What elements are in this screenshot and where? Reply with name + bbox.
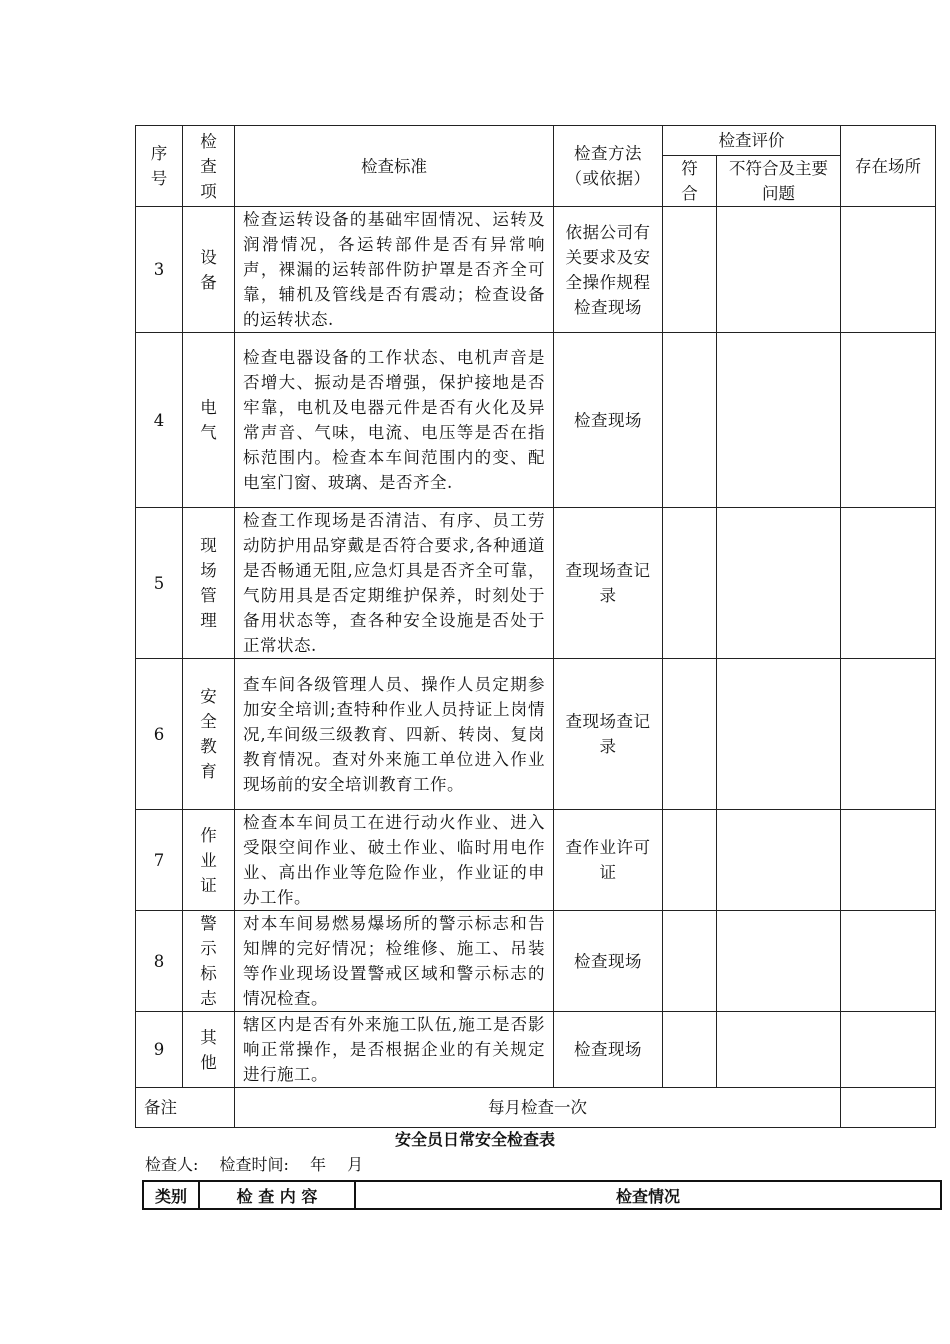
header-evaluation: 检查评价 bbox=[663, 126, 841, 156]
table-row bbox=[136, 659, 936, 810]
row-item: 现场管理 bbox=[183, 508, 235, 659]
row-nonconform-cell[interactable] bbox=[717, 333, 841, 508]
header-category: 类别 bbox=[143, 1181, 199, 1209]
row-nonconform-cell[interactable] bbox=[717, 508, 841, 659]
table-row bbox=[136, 1012, 936, 1088]
row-standard: 检查本车间员工在进行动火作业、进入受限空间作业、破土作业、临时用电作业、高出作业等危险作业，作业证的申办工作。 bbox=[235, 810, 554, 911]
row-method: 检查现场 bbox=[554, 1012, 663, 1088]
row-method: 查作业许可证 bbox=[554, 810, 663, 911]
row-item: 作业证 bbox=[183, 810, 235, 911]
row-conform-cell[interactable] bbox=[663, 911, 717, 1012]
row-conform-cell[interactable] bbox=[663, 508, 717, 659]
row-standard: 对本车间易燃易爆场所的警示标志和告知牌的完好情况；检维修、施工、吊装等作业现场设置警戒区域和警示标志的情况检查。 bbox=[235, 911, 554, 1012]
remark-label: 备注 bbox=[136, 1088, 235, 1128]
header-row-1 bbox=[136, 126, 936, 156]
row-nonconform-cell[interactable] bbox=[717, 659, 841, 810]
year-label: 年 bbox=[310, 1155, 327, 1174]
inspector-line bbox=[145, 1152, 379, 1175]
daily-check-table bbox=[142, 1180, 942, 1210]
row-seq: 6 bbox=[136, 659, 183, 810]
row-location-cell[interactable] bbox=[841, 333, 936, 508]
row-item: 安全教育 bbox=[183, 659, 235, 810]
remark-value: 每月检查一次 bbox=[235, 1088, 841, 1128]
row-standard: 检查电器设备的工作状态、电机声音是否增大、振动是否增强，保护接地是否牢靠，电机及电器元件是否有火化及异常声音、气味，电流、电压等是否在指标范围内。检查本车间范围内的变、配电室门窗、玻璃、是否齐全. bbox=[235, 333, 554, 508]
row-method: 检查现场 bbox=[554, 333, 663, 508]
row-seq: 8 bbox=[136, 911, 183, 1012]
inspector-label: 检查人: bbox=[145, 1155, 199, 1174]
header-method: 检查方法（或依据） bbox=[554, 126, 663, 207]
row-location-cell[interactable] bbox=[841, 810, 936, 911]
row-conform-cell[interactable] bbox=[663, 207, 717, 333]
row-seq: 7 bbox=[136, 810, 183, 911]
row-nonconform-cell[interactable] bbox=[717, 1012, 841, 1088]
row-location-cell[interactable] bbox=[841, 911, 936, 1012]
remark-row bbox=[136, 1088, 936, 1128]
time-label: 检查时间: bbox=[219, 1155, 289, 1174]
table-row bbox=[136, 207, 936, 333]
row-nonconform-cell[interactable] bbox=[717, 207, 841, 333]
row-nonconform-cell[interactable] bbox=[717, 810, 841, 911]
row-seq: 9 bbox=[136, 1012, 183, 1088]
row-conform-cell[interactable] bbox=[663, 659, 717, 810]
table-row bbox=[136, 810, 936, 911]
row-standard: 检查工作现场是否清洁、有序、员工劳动防护用品穿戴是否符合要求,各种通道是否畅通无阻,应急灯具是否齐全可靠，气防用具是否定期维护保养，时刻处于备用状态等，查各种安全设施是否处于正常状态. bbox=[235, 508, 554, 659]
second-form-title: 安全员日常安全检查表 bbox=[394, 1130, 555, 1149]
row-standard: 查车间各级管理人员、操作人员定期参加安全培训;查特种作业人员持证上岗情况,车间级三级教育、四新、转岗、复岗教育情况。查对外来施工单位进入作业现场前的安全培训教育工作。 bbox=[235, 659, 554, 810]
row-standard: 检查运转设备的基础牢固情况、运转及润滑情况，各运转部件是否有异常响声，裸漏的运转部件防护罩是否齐全可靠，辅机及管线是否有震动；检查设备的运转状态. bbox=[235, 207, 554, 333]
row-nonconform-cell[interactable] bbox=[717, 911, 841, 1012]
table-row bbox=[136, 911, 936, 1012]
header-nonconform: 不符合及主要问题 bbox=[717, 156, 841, 207]
header-status: 检查情况 bbox=[355, 1181, 941, 1209]
row-method: 检查现场 bbox=[554, 911, 663, 1012]
row-location-cell[interactable] bbox=[841, 508, 936, 659]
row-method: 查现场查记录 bbox=[554, 659, 663, 810]
row-seq: 5 bbox=[136, 508, 183, 659]
table-row bbox=[136, 333, 936, 508]
header-item: 检查项 bbox=[183, 126, 235, 207]
row-conform-cell[interactable] bbox=[663, 810, 717, 911]
row-seq: 3 bbox=[136, 207, 183, 333]
header-content: 检 查 内 容 bbox=[199, 1181, 355, 1209]
row-item: 其他 bbox=[183, 1012, 235, 1088]
row-location-cell[interactable] bbox=[841, 207, 936, 333]
row-location-cell[interactable] bbox=[841, 1012, 936, 1088]
row-conform-cell[interactable] bbox=[663, 333, 717, 508]
row-seq: 4 bbox=[136, 333, 183, 508]
row-item: 设备 bbox=[183, 207, 235, 333]
row-method: 依据公司有关要求及安全操作规程检查现场 bbox=[554, 207, 663, 333]
row-item: 警示标志 bbox=[183, 911, 235, 1012]
row-item: 电气 bbox=[183, 333, 235, 508]
table-row bbox=[136, 508, 936, 659]
header-location: 存在场所 bbox=[841, 126, 936, 207]
row-method: 查现场查记录 bbox=[554, 508, 663, 659]
daily-header-row bbox=[143, 1181, 941, 1209]
inspection-table bbox=[135, 125, 936, 1128]
month-label: 月 bbox=[347, 1155, 364, 1174]
row-location-cell[interactable] bbox=[841, 659, 936, 810]
row-standard: 辖区内是否有外来施工队伍,施工是否影响正常操作，是否根据企业的有关规定进行施工。 bbox=[235, 1012, 554, 1088]
header-standard: 检查标准 bbox=[235, 126, 554, 207]
row-conform-cell[interactable] bbox=[663, 1012, 717, 1088]
remark-extra-cell[interactable] bbox=[841, 1088, 936, 1128]
header-seq: 序号 bbox=[136, 126, 183, 207]
header-conform: 符合 bbox=[663, 156, 717, 207]
